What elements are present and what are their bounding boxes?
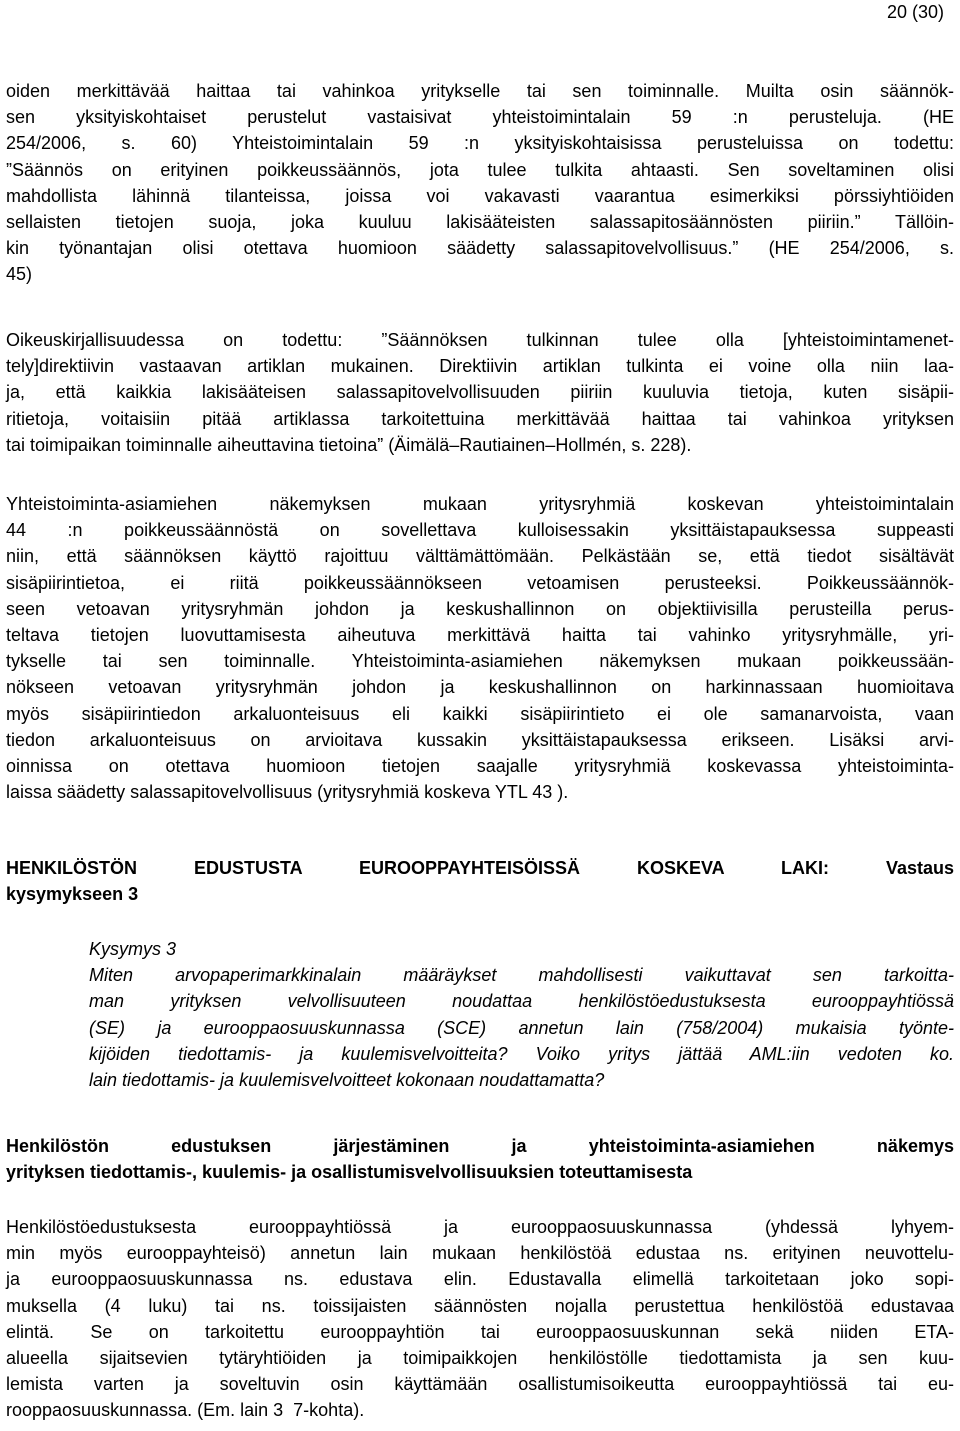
section-heading xyxy=(6,855,954,907)
text-line: tykselle tai sen toiminnalle. Yhteistoiminta-asiamiehen näkemyksen mukaan poikkeussään- xyxy=(6,651,954,672)
text-line: yrityksen tiedottamis-, kuulemis- ja osallistumisvelvollisuuksien toteuttamisesta xyxy=(6,1162,693,1183)
paragraph-3 xyxy=(6,491,954,805)
text-line: tai toimipaikan toiminnalle aiheuttavina tietoina” (Äimälä–Rautiainen–Hollmén, s. 228). xyxy=(6,434,692,455)
text-line: ”Säännös on erityinen poikkeussäännös, jota tulee tulkita ahtaasti. Sen soveltaminen olisi xyxy=(6,159,954,180)
text-line: (SE) ja eurooppaosuuskunnassa (SCE) annetun lain (758/2004) mukaisia työnte- xyxy=(89,1017,954,1038)
text-line: oinnissa on otettava huomioon tietojen saajalle yritysryhmiä koskevassa yhteistoiminta- xyxy=(6,755,954,776)
text-line: alueella sijaitsevien tytäryhtiöiden ja toimipaikkojen henkilöstölle tiedottamista ja sen kuu- xyxy=(6,1347,954,1368)
text-line: sellaisten tietojen suoja, joka kuuluu lakisääteisten salassapitosäännösten piiriin.” Tällöin- xyxy=(6,211,954,232)
text-line: 45) xyxy=(6,264,33,285)
text-line: elintä. Se on tarkoitettu eurooppayhtiön tai eurooppaosuuskunnan sekä niiden ETA- xyxy=(6,1321,954,1342)
text-line: rooppaosuuskunnassa. (Em. lain 3 7-kohta). xyxy=(6,1400,365,1421)
page-number: 20 (30) xyxy=(886,2,944,22)
text-line: Oikeuskirjallisuudessa on todettu: ”Säännöksen tulkinnan tulee olla [yhteistoimintamenet- xyxy=(6,330,954,350)
text-line: sisäpiirintietoa, ei riitä poikkeussäännökseen vetoamisen perusteeksi. Poikkeussäännök- xyxy=(6,572,954,593)
text-line: kin työnantajan olisi otettava huomioon säädetty salassapitovelvollisuus.” (HE 254/2006, s. xyxy=(6,238,954,259)
text-line: ja, että kaikkia lakisääteisen salassapitovelvollisuuden piiriin kuuluvia tietoja, kuten sisäpii- xyxy=(6,382,954,403)
text-line: lain tiedottamis- ja kuulemisvelvoitteet kokonaan noudattamatta? xyxy=(89,1069,605,1090)
text-line: nökseen vetoavan yritysryhmän johdon ja keskushallinnon on harkinnassaan huomioitava xyxy=(6,677,954,698)
text-line: min myös eurooppayhteisö) annetun lain mukaan henkilöstöä edustaa ns. erityinen neuvottelu- xyxy=(6,1243,954,1264)
text-line: ja eurooppaosuuskunnassa ns. edustava elin. Edustavalla elimellä tarkoitetaan joko sopi- xyxy=(6,1269,954,1290)
question-block xyxy=(89,936,954,1093)
text-line: 254/2006, s. 60) Yhteistoimintalain 59 :n yksityiskohtaisissa perusteluissa on todettu: xyxy=(6,133,954,154)
text-line: Henkilöstöedustuksesta eurooppayhtiössä ja eurooppaosuuskunnassa (yhdessä lyhyem- xyxy=(6,1217,954,1237)
text-line: seen vetoavan yritysryhmän johdon ja keskushallinnon on objektiivisilla perusteilla perus- xyxy=(6,598,954,619)
text-line: mahdollista lähinnä tilanteissa, joissa voi vakavasti vaarantua esimerkiksi pörssiyhtiöiden xyxy=(6,185,954,206)
text-line: oiden merkittävää haittaa tai vahinkoa yritykselle tai sen toiminnalle. Muilta osin säännök- xyxy=(6,81,954,101)
text-line: 44 :n poikkeussäännöstä on sovellettava kulloisessakin yksittäistapauksessa suppeasti xyxy=(6,520,954,541)
text-line: kijöiden tiedottamis- ja kuulemisvelvoitteita? Voiko yritys jättää AML:iin vedoten ko. xyxy=(89,1043,954,1064)
text-line: tely]direktiivin vastaavan artiklan mukainen. Direktiivin artiklan tulkinta ei voine olla niin laa- xyxy=(6,356,954,377)
text-line: ritietoja, voitaisiin pitää artiklassa tarkoitettuina merkittävää haittaa tai vahinkoa yrityksen xyxy=(6,408,954,429)
text-line: teltava tietojen luovuttamisesta aiheutuva merkittävä haitta tai vahinko yritysryhmälle, yri- xyxy=(6,624,954,645)
text-line: sen yksityiskohtaiset perustelut vastaisivat yhteistoimintalain 59 :n perusteluja. (HE xyxy=(6,107,954,128)
text-line: Miten arvopaperimarkkinalain määräykset mahdollisesti vaikuttavat sen tarkoitta- xyxy=(89,965,954,986)
text-line: Henkilöstön edustuksen järjestäminen ja yhteistoiminta-asiamiehen näkemys xyxy=(6,1136,954,1156)
text-line: man yrityksen velvollisuuteen noudattaa henkilöstöedustuksesta eurooppayhtiössä xyxy=(89,991,954,1012)
text-line: Yhteistoiminta-asiamiehen näkemyksen mukaan yritysryhmiä koskevan yhteistoimintalain xyxy=(6,494,954,514)
text-line: Kysymys 3 xyxy=(89,939,177,959)
text-line: tiedon arkaluonteisuus on arvioitava kussakin yksittäistapauksessa erikseen. Lisäksi arvi- xyxy=(6,729,954,750)
text-line: niin, että säännöksen käyttö rajoittuu välttämättömään. Pelkästään se, että tiedot sisältävät xyxy=(6,546,954,567)
text-line: myös sisäpiirintiedon arkaluonteisuus eli kaikki sisäpiirintieto ei ole samanarvoista, vaan xyxy=(6,703,954,724)
text-line: laissa säädetty salassapitovelvollisuus (yritysryhmiä koskeva YTL 43 ). xyxy=(6,782,569,803)
text-line: kysymykseen 3 xyxy=(6,884,139,905)
text-line: lemista varten ja soveltuvin osin käyttämään osallistumisoikeutta eurooppayhtiössä tai eu- xyxy=(6,1374,954,1395)
paragraph-2 xyxy=(6,327,954,458)
paragraph-4 xyxy=(6,1214,954,1424)
text-line: HENKILÖSTÖN EDUSTUSTA EUROOPPAYHTEISÖISSÄ KOSKEVA LAKI: Vastaus xyxy=(6,858,954,878)
subsection-heading xyxy=(6,1133,954,1185)
paragraph-1 xyxy=(6,78,954,288)
text-line: muksella (4 luku) tai ns. toissijaisten säännösten nojalla perustettua henkilöstöä edustavaa xyxy=(6,1295,954,1316)
